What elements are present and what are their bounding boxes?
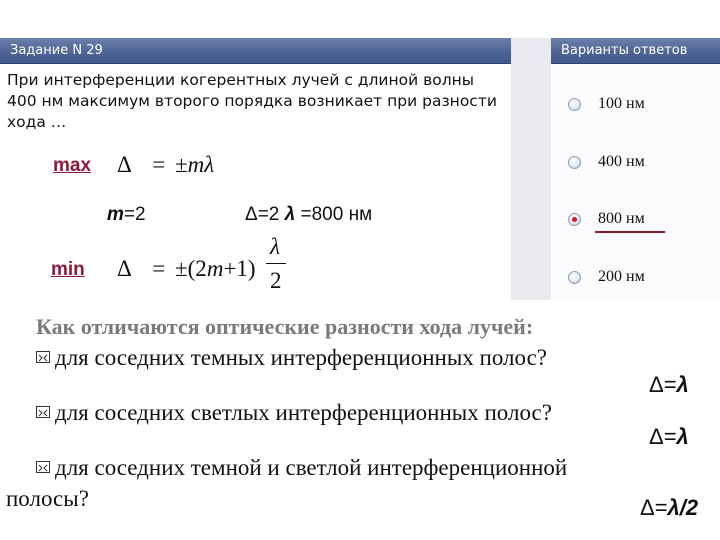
radio-button-icon[interactable]: [568, 98, 581, 111]
m-equals: =2: [123, 204, 146, 225]
sad-face-bullet-icon: [36, 351, 50, 363]
delta-calculation: [245, 204, 372, 226]
panel-divider: [511, 38, 551, 300]
option-label[interactable]: 200 нм: [598, 268, 645, 285]
equals-sign: =: [152, 256, 166, 281]
radio-button-icon[interactable]: [568, 271, 581, 284]
min-equation: [117, 256, 256, 282]
sad-face-bullet-icon: [36, 461, 50, 473]
delta-value: λ: [676, 424, 689, 449]
option-label[interactable]: 100 нм: [598, 95, 645, 112]
delta-symbol: Δ: [117, 152, 131, 177]
max-label: max: [53, 155, 92, 176]
fraction-denominator: 2: [270, 268, 282, 293]
max-equation: [117, 152, 214, 178]
bullet-item-2: [36, 400, 552, 426]
min-rhs-end: +1): [223, 256, 256, 281]
delta-calc-start: Δ=2: [245, 204, 285, 225]
bullet-text: для соседних светлых интерференционных полос?: [55, 400, 552, 425]
answer-delta-1: [649, 372, 689, 398]
fraction-bar: [266, 263, 286, 264]
sad-face-bullet-icon: [36, 406, 50, 418]
min-label: min: [51, 259, 85, 280]
bullet-item-1: [36, 345, 547, 371]
answer-delta-3: [640, 495, 698, 521]
delta-symbol: Δ: [117, 256, 131, 281]
selected-underline: [595, 231, 665, 233]
delta-value: λ: [676, 372, 689, 397]
delta-calc-end: =800 нм: [295, 204, 373, 225]
delta-prefix: Δ=: [649, 424, 677, 449]
lambda-symbol: λ: [284, 204, 296, 225]
fraction-numerator: λ: [270, 234, 280, 259]
radio-button-icon[interactable]: [568, 156, 581, 169]
min-formula: [51, 259, 85, 281]
answer-delta-2: [649, 424, 689, 450]
answers-header: Варианты ответов: [551, 38, 720, 64]
option-label[interactable]: 800 нм: [598, 210, 645, 227]
bullet-item-3-line-2: полосы?: [6, 486, 89, 511]
bullet-text: для соседних темной и светлой интерференционной: [55, 455, 568, 480]
task-header: Задание N 29: [0, 38, 511, 64]
m-variable: m: [107, 204, 124, 225]
task-text: При интерференции когерентных лучей с длиной волны 400 нм максимум второго порядка возникает при разности хода …: [7, 71, 497, 131]
delta-prefix: Δ=: [640, 495, 668, 520]
min-rhs-m: m: [206, 256, 224, 281]
max-formula: [53, 155, 91, 177]
delta-value: λ/2: [667, 495, 699, 520]
max-rhs: ±mλ: [175, 152, 215, 177]
m-value: [107, 204, 146, 226]
radio-button-selected-icon[interactable]: [568, 213, 581, 226]
bullet-item-3: [36, 455, 567, 481]
equals-sign: =: [152, 152, 166, 177]
min-rhs-start: ±(2: [175, 256, 207, 281]
delta-prefix: Δ=: [649, 372, 677, 397]
question-heading: Как отличаются оптические разности хода лучей:: [36, 314, 534, 339]
bullet-text: для соседних темных интерференционных полос?: [55, 345, 547, 370]
option-label[interactable]: 400 нм: [598, 153, 645, 170]
